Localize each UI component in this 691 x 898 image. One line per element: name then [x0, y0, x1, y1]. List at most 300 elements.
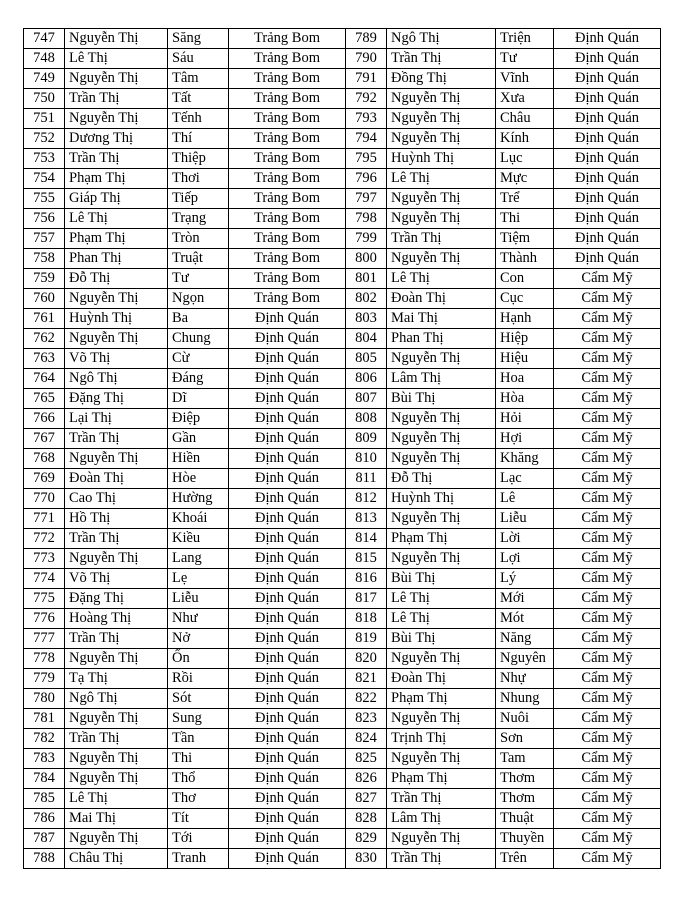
right-given-name-cell: Lục: [496, 149, 554, 169]
left-surname-middle-cell: Lê Thị: [65, 209, 168, 229]
left-surname-middle-cell: Nguyễn Thị: [65, 749, 168, 769]
right-record-number-cell: 789: [346, 29, 387, 49]
left-given-name-cell: Nở: [168, 629, 229, 649]
table-row: [24, 149, 661, 169]
table-row: [24, 29, 661, 49]
right-given-name-cell: Con: [496, 269, 554, 289]
right-given-name-cell: Xưa: [496, 89, 554, 109]
right-surname-middle-cell: Nguyễn Thị: [387, 189, 496, 209]
right-record-number-cell: 830: [346, 849, 387, 869]
right-surname-middle-cell: Lê Thị: [387, 589, 496, 609]
left-district-cell: Trảng Bom: [229, 269, 346, 289]
left-district-cell: Định Quán: [229, 689, 346, 709]
right-record-number-cell: 825: [346, 749, 387, 769]
right-record-number-cell: 824: [346, 729, 387, 749]
right-record-number-cell: 815: [346, 549, 387, 569]
left-district-cell: Trảng Bom: [229, 29, 346, 49]
left-record-number-cell: 753: [24, 149, 65, 169]
right-surname-middle-cell: Lê Thị: [387, 169, 496, 189]
left-surname-middle-cell: Đặng Thị: [65, 589, 168, 609]
left-surname-middle-cell: Võ Thị: [65, 569, 168, 589]
left-given-name-cell: Hòe: [168, 469, 229, 489]
right-given-name-cell: Tiệm: [496, 229, 554, 249]
right-given-name-cell: Lời: [496, 529, 554, 549]
right-district-cell: Cẩm Mỹ: [554, 569, 661, 589]
left-surname-middle-cell: Dương Thị: [65, 129, 168, 149]
right-district-cell: Định Quán: [554, 189, 661, 209]
left-district-cell: Định Quán: [229, 349, 346, 369]
left-district-cell: Trảng Bom: [229, 49, 346, 69]
right-given-name-cell: Nhung: [496, 689, 554, 709]
right-record-number-cell: 828: [346, 809, 387, 829]
right-given-name-cell: Lạc: [496, 469, 554, 489]
right-district-cell: Định Quán: [554, 209, 661, 229]
left-surname-middle-cell: Châu Thị: [65, 849, 168, 869]
left-district-cell: Định Quán: [229, 749, 346, 769]
right-surname-middle-cell: Trần Thị: [387, 229, 496, 249]
roster-sheet: [23, 28, 660, 869]
right-surname-middle-cell: Phạm Thị: [387, 769, 496, 789]
right-given-name-cell: Lợi: [496, 549, 554, 569]
right-given-name-cell: Nhự: [496, 669, 554, 689]
right-surname-middle-cell: Trần Thị: [387, 849, 496, 869]
left-record-number-cell: 749: [24, 69, 65, 89]
left-record-number-cell: 770: [24, 489, 65, 509]
table-row: [24, 549, 661, 569]
right-district-cell: Cẩm Mỹ: [554, 449, 661, 469]
left-surname-middle-cell: Nguyễn Thị: [65, 289, 168, 309]
right-surname-middle-cell: Huỳnh Thị: [387, 149, 496, 169]
table-row: [24, 749, 661, 769]
left-given-name-cell: Dĩ: [168, 389, 229, 409]
right-record-number-cell: 793: [346, 109, 387, 129]
left-record-number-cell: 751: [24, 109, 65, 129]
right-given-name-cell: Khăng: [496, 449, 554, 469]
right-record-number-cell: 804: [346, 329, 387, 349]
table-row: [24, 129, 661, 149]
left-surname-middle-cell: Trần Thị: [65, 629, 168, 649]
left-record-number-cell: 766: [24, 409, 65, 429]
right-surname-middle-cell: Lâm Thị: [387, 809, 496, 829]
left-given-name-cell: Sót: [168, 689, 229, 709]
right-district-cell: Cẩm Mỹ: [554, 289, 661, 309]
left-record-number-cell: 773: [24, 549, 65, 569]
table-row: [24, 609, 661, 629]
right-district-cell: Cẩm Mỹ: [554, 489, 661, 509]
right-given-name-cell: Triện: [496, 29, 554, 49]
right-given-name-cell: Thơm: [496, 769, 554, 789]
right-record-number-cell: 808: [346, 409, 387, 429]
table-row: [24, 109, 661, 129]
right-surname-middle-cell: Bùi Thị: [387, 569, 496, 589]
left-surname-middle-cell: Lê Thị: [65, 49, 168, 69]
left-given-name-cell: Liễu: [168, 589, 229, 609]
left-given-name-cell: Ngọn: [168, 289, 229, 309]
left-surname-middle-cell: Nguyễn Thị: [65, 769, 168, 789]
left-surname-middle-cell: Võ Thị: [65, 349, 168, 369]
right-record-number-cell: 795: [346, 149, 387, 169]
table-row: [24, 529, 661, 549]
right-district-cell: Cẩm Mỹ: [554, 409, 661, 429]
right-surname-middle-cell: Nguyễn Thị: [387, 829, 496, 849]
left-district-cell: Định Quán: [229, 649, 346, 669]
left-record-number-cell: 765: [24, 389, 65, 409]
table-row: [24, 249, 661, 269]
table-row: [24, 729, 661, 749]
left-district-cell: Định Quán: [229, 709, 346, 729]
right-record-number-cell: 820: [346, 649, 387, 669]
left-given-name-cell: Hường: [168, 489, 229, 509]
left-district-cell: Định Quán: [229, 589, 346, 609]
left-given-name-cell: Tới: [168, 829, 229, 849]
table-row: [24, 849, 661, 869]
left-record-number-cell: 758: [24, 249, 65, 269]
left-district-cell: Định Quán: [229, 429, 346, 449]
table-row: [24, 189, 661, 209]
right-given-name-cell: Thuyền: [496, 829, 554, 849]
right-district-cell: Định Quán: [554, 249, 661, 269]
left-given-name-cell: Thơi: [168, 169, 229, 189]
left-given-name-cell: Sáu: [168, 49, 229, 69]
left-district-cell: Định Quán: [229, 489, 346, 509]
right-surname-middle-cell: Nguyễn Thị: [387, 249, 496, 269]
left-record-number-cell: 748: [24, 49, 65, 69]
left-surname-middle-cell: Mai Thị: [65, 809, 168, 829]
right-surname-middle-cell: Ngô Thị: [387, 29, 496, 49]
left-given-name-cell: Thơ: [168, 789, 229, 809]
left-surname-middle-cell: Tạ Thị: [65, 669, 168, 689]
right-given-name-cell: Năng: [496, 629, 554, 649]
left-record-number-cell: 747: [24, 29, 65, 49]
left-record-number-cell: 767: [24, 429, 65, 449]
right-record-number-cell: 823: [346, 709, 387, 729]
left-given-name-cell: Truật: [168, 249, 229, 269]
left-district-cell: Trảng Bom: [229, 69, 346, 89]
left-given-name-cell: Cừ: [168, 349, 229, 369]
left-given-name-cell: Tranh: [168, 849, 229, 869]
right-surname-middle-cell: Trần Thị: [387, 789, 496, 809]
right-record-number-cell: 809: [346, 429, 387, 449]
right-record-number-cell: 813: [346, 509, 387, 529]
right-surname-middle-cell: Đỗ Thị: [387, 469, 496, 489]
right-record-number-cell: 819: [346, 629, 387, 649]
table-row: [24, 649, 661, 669]
left-district-cell: Định Quán: [229, 529, 346, 549]
right-given-name-cell: Hợi: [496, 429, 554, 449]
left-surname-middle-cell: Phạm Thị: [65, 229, 168, 249]
right-district-cell: Cẩm Mỹ: [554, 369, 661, 389]
left-district-cell: Định Quán: [229, 809, 346, 829]
left-record-number-cell: 756: [24, 209, 65, 229]
right-given-name-cell: Trể: [496, 189, 554, 209]
right-surname-middle-cell: Nguyễn Thị: [387, 749, 496, 769]
right-district-cell: Cẩm Mỹ: [554, 609, 661, 629]
table-row: [24, 309, 661, 329]
right-district-cell: Cẩm Mỹ: [554, 329, 661, 349]
right-record-number-cell: 792: [346, 89, 387, 109]
left-district-cell: Trảng Bom: [229, 229, 346, 249]
right-given-name-cell: Tam: [496, 749, 554, 769]
right-surname-middle-cell: Nguyễn Thị: [387, 649, 496, 669]
right-given-name-cell: Thơm: [496, 789, 554, 809]
left-given-name-cell: Tít: [168, 809, 229, 829]
left-record-number-cell: 772: [24, 529, 65, 549]
right-given-name-cell: Nguyên: [496, 649, 554, 669]
table-row: [24, 349, 661, 369]
right-surname-middle-cell: Phạm Thị: [387, 689, 496, 709]
right-surname-middle-cell: Huỳnh Thị: [387, 489, 496, 509]
left-district-cell: Trảng Bom: [229, 89, 346, 109]
right-record-number-cell: 816: [346, 569, 387, 589]
right-surname-middle-cell: Lâm Thị: [387, 369, 496, 389]
left-district-cell: Trảng Bom: [229, 189, 346, 209]
left-given-name-cell: Thi: [168, 749, 229, 769]
left-given-name-cell: Tròn: [168, 229, 229, 249]
right-record-number-cell: 806: [346, 369, 387, 389]
left-given-name-cell: Tâm: [168, 69, 229, 89]
right-given-name-cell: Hòa: [496, 389, 554, 409]
right-record-number-cell: 790: [346, 49, 387, 69]
left-surname-middle-cell: Nguyễn Thị: [65, 109, 168, 129]
roster-table: [23, 28, 661, 869]
left-district-cell: Định Quán: [229, 329, 346, 349]
left-given-name-cell: Sung: [168, 709, 229, 729]
table-row: [24, 589, 661, 609]
right-district-cell: Cẩm Mỹ: [554, 749, 661, 769]
left-record-number-cell: 769: [24, 469, 65, 489]
right-record-number-cell: 822: [346, 689, 387, 709]
left-given-name-cell: Lang: [168, 549, 229, 569]
right-record-number-cell: 799: [346, 229, 387, 249]
left-district-cell: Định Quán: [229, 849, 346, 869]
right-surname-middle-cell: Nguyễn Thị: [387, 209, 496, 229]
left-surname-middle-cell: Trần Thị: [65, 729, 168, 749]
left-surname-middle-cell: Nguyễn Thị: [65, 709, 168, 729]
left-record-number-cell: 783: [24, 749, 65, 769]
left-surname-middle-cell: Nguyễn Thị: [65, 549, 168, 569]
right-given-name-cell: Thi: [496, 209, 554, 229]
left-given-name-cell: Thổ: [168, 769, 229, 789]
right-given-name-cell: Sơn: [496, 729, 554, 749]
left-surname-middle-cell: Lại Thị: [65, 409, 168, 429]
table-row: [24, 689, 661, 709]
left-record-number-cell: 776: [24, 609, 65, 629]
right-given-name-cell: Hoa: [496, 369, 554, 389]
left-given-name-cell: Lẹ: [168, 569, 229, 589]
left-district-cell: Định Quán: [229, 789, 346, 809]
right-record-number-cell: 802: [346, 289, 387, 309]
right-record-number-cell: 803: [346, 309, 387, 329]
right-surname-middle-cell: Nguyễn Thị: [387, 429, 496, 449]
left-record-number-cell: 786: [24, 809, 65, 829]
right-record-number-cell: 812: [346, 489, 387, 509]
left-district-cell: Trảng Bom: [229, 149, 346, 169]
right-district-cell: Cẩm Mỹ: [554, 469, 661, 489]
right-district-cell: Định Quán: [554, 169, 661, 189]
left-surname-middle-cell: Trần Thị: [65, 429, 168, 449]
left-given-name-cell: Điệp: [168, 409, 229, 429]
left-given-name-cell: Tần: [168, 729, 229, 749]
left-record-number-cell: 768: [24, 449, 65, 469]
left-district-cell: Định Quán: [229, 549, 346, 569]
left-surname-middle-cell: Huỳnh Thị: [65, 309, 168, 329]
left-surname-middle-cell: Đặng Thị: [65, 389, 168, 409]
left-surname-middle-cell: Ngô Thị: [65, 369, 168, 389]
right-district-cell: Cẩm Mỹ: [554, 669, 661, 689]
right-record-number-cell: 829: [346, 829, 387, 849]
right-surname-middle-cell: Bùi Thị: [387, 629, 496, 649]
left-record-number-cell: 781: [24, 709, 65, 729]
left-district-cell: Trảng Bom: [229, 109, 346, 129]
left-given-name-cell: Kiều: [168, 529, 229, 549]
right-given-name-cell: Tư: [496, 49, 554, 69]
right-record-number-cell: 821: [346, 669, 387, 689]
left-record-number-cell: 761: [24, 309, 65, 329]
table-row: [24, 489, 661, 509]
left-record-number-cell: 752: [24, 129, 65, 149]
table-row: [24, 809, 661, 829]
left-surname-middle-cell: Ngô Thị: [65, 689, 168, 709]
left-surname-middle-cell: Giáp Thị: [65, 189, 168, 209]
left-record-number-cell: 771: [24, 509, 65, 529]
left-surname-middle-cell: Nguyễn Thị: [65, 829, 168, 849]
right-record-number-cell: 800: [346, 249, 387, 269]
right-district-cell: Cẩm Mỹ: [554, 789, 661, 809]
left-record-number-cell: 750: [24, 89, 65, 109]
right-surname-middle-cell: Mai Thị: [387, 309, 496, 329]
right-district-cell: Cẩm Mỹ: [554, 429, 661, 449]
left-surname-middle-cell: Đoàn Thị: [65, 469, 168, 489]
left-given-name-cell: Thiệp: [168, 149, 229, 169]
right-district-cell: Cẩm Mỹ: [554, 709, 661, 729]
left-surname-middle-cell: Hồ Thị: [65, 509, 168, 529]
table-row: [24, 89, 661, 109]
left-surname-middle-cell: Phạm Thị: [65, 169, 168, 189]
left-surname-middle-cell: Nguyễn Thị: [65, 449, 168, 469]
right-record-number-cell: 797: [346, 189, 387, 209]
right-record-number-cell: 817: [346, 589, 387, 609]
right-surname-middle-cell: Trịnh Thị: [387, 729, 496, 749]
right-surname-middle-cell: Nguyễn Thị: [387, 709, 496, 729]
left-district-cell: Định Quán: [229, 829, 346, 849]
left-record-number-cell: 779: [24, 669, 65, 689]
right-record-number-cell: 818: [346, 609, 387, 629]
left-given-name-cell: Chung: [168, 329, 229, 349]
left-given-name-cell: Trạng: [168, 209, 229, 229]
left-surname-middle-cell: Đỗ Thị: [65, 269, 168, 289]
left-district-cell: Trảng Bom: [229, 169, 346, 189]
right-district-cell: Cẩm Mỹ: [554, 729, 661, 749]
right-record-number-cell: 794: [346, 129, 387, 149]
right-given-name-cell: Mót: [496, 609, 554, 629]
left-surname-middle-cell: Cao Thị: [65, 489, 168, 509]
left-record-number-cell: 760: [24, 289, 65, 309]
table-row: [24, 789, 661, 809]
left-surname-middle-cell: Nguyễn Thị: [65, 69, 168, 89]
left-surname-middle-cell: Trần Thị: [65, 149, 168, 169]
left-district-cell: Định Quán: [229, 509, 346, 529]
right-district-cell: Cẩm Mỹ: [554, 689, 661, 709]
left-record-number-cell: 774: [24, 569, 65, 589]
right-record-number-cell: 811: [346, 469, 387, 489]
right-record-number-cell: 798: [346, 209, 387, 229]
left-record-number-cell: 763: [24, 349, 65, 369]
left-district-cell: Định Quán: [229, 769, 346, 789]
right-surname-middle-cell: Đồng Thị: [387, 69, 496, 89]
right-record-number-cell: 807: [346, 389, 387, 409]
right-given-name-cell: Kính: [496, 129, 554, 149]
left-given-name-cell: Ba: [168, 309, 229, 329]
left-district-cell: Định Quán: [229, 729, 346, 749]
left-record-number-cell: 762: [24, 329, 65, 349]
right-district-cell: Cẩm Mỹ: [554, 829, 661, 849]
right-district-cell: Định Quán: [554, 109, 661, 129]
left-district-cell: Định Quán: [229, 569, 346, 589]
right-district-cell: Định Quán: [554, 29, 661, 49]
table-row: [24, 509, 661, 529]
right-district-cell: Định Quán: [554, 229, 661, 249]
roster-body: [24, 29, 661, 869]
table-row: [24, 709, 661, 729]
left-given-name-cell: Khoái: [168, 509, 229, 529]
right-given-name-cell: Liễu: [496, 509, 554, 529]
right-district-cell: Cẩm Mỹ: [554, 269, 661, 289]
left-district-cell: Định Quán: [229, 629, 346, 649]
right-record-number-cell: 791: [346, 69, 387, 89]
right-given-name-cell: Mực: [496, 169, 554, 189]
right-district-cell: Cẩm Mỹ: [554, 309, 661, 329]
left-record-number-cell: 782: [24, 729, 65, 749]
right-given-name-cell: Hạnh: [496, 309, 554, 329]
left-district-cell: Trảng Bom: [229, 249, 346, 269]
left-surname-middle-cell: Nguyễn Thị: [65, 29, 168, 49]
right-given-name-cell: Hiệp: [496, 329, 554, 349]
left-district-cell: Trảng Bom: [229, 209, 346, 229]
left-record-number-cell: 788: [24, 849, 65, 869]
left-surname-middle-cell: Trần Thị: [65, 529, 168, 549]
right-district-cell: Định Quán: [554, 69, 661, 89]
right-surname-middle-cell: Lê Thị: [387, 269, 496, 289]
table-row: [24, 229, 661, 249]
left-surname-middle-cell: Nguyễn Thị: [65, 649, 168, 669]
right-record-number-cell: 827: [346, 789, 387, 809]
right-given-name-cell: Lê: [496, 489, 554, 509]
right-district-cell: Định Quán: [554, 129, 661, 149]
left-record-number-cell: 784: [24, 769, 65, 789]
right-given-name-cell: Châu: [496, 109, 554, 129]
right-district-cell: Định Quán: [554, 49, 661, 69]
table-row: [24, 389, 661, 409]
right-district-cell: Cẩm Mỹ: [554, 629, 661, 649]
left-record-number-cell: 780: [24, 689, 65, 709]
left-record-number-cell: 759: [24, 269, 65, 289]
right-district-cell: Cẩm Mỹ: [554, 389, 661, 409]
left-record-number-cell: 754: [24, 169, 65, 189]
right-given-name-cell: Thuật: [496, 809, 554, 829]
left-record-number-cell: 755: [24, 189, 65, 209]
table-row: [24, 49, 661, 69]
left-surname-middle-cell: Nguyễn Thị: [65, 329, 168, 349]
left-given-name-cell: Săng: [168, 29, 229, 49]
left-given-name-cell: Như: [168, 609, 229, 629]
right-district-cell: Cẩm Mỹ: [554, 809, 661, 829]
left-given-name-cell: Tếnh: [168, 109, 229, 129]
left-district-cell: Định Quán: [229, 609, 346, 629]
right-surname-middle-cell: Nguyễn Thị: [387, 409, 496, 429]
right-surname-middle-cell: Bùi Thị: [387, 389, 496, 409]
left-record-number-cell: 785: [24, 789, 65, 809]
table-row: [24, 329, 661, 349]
